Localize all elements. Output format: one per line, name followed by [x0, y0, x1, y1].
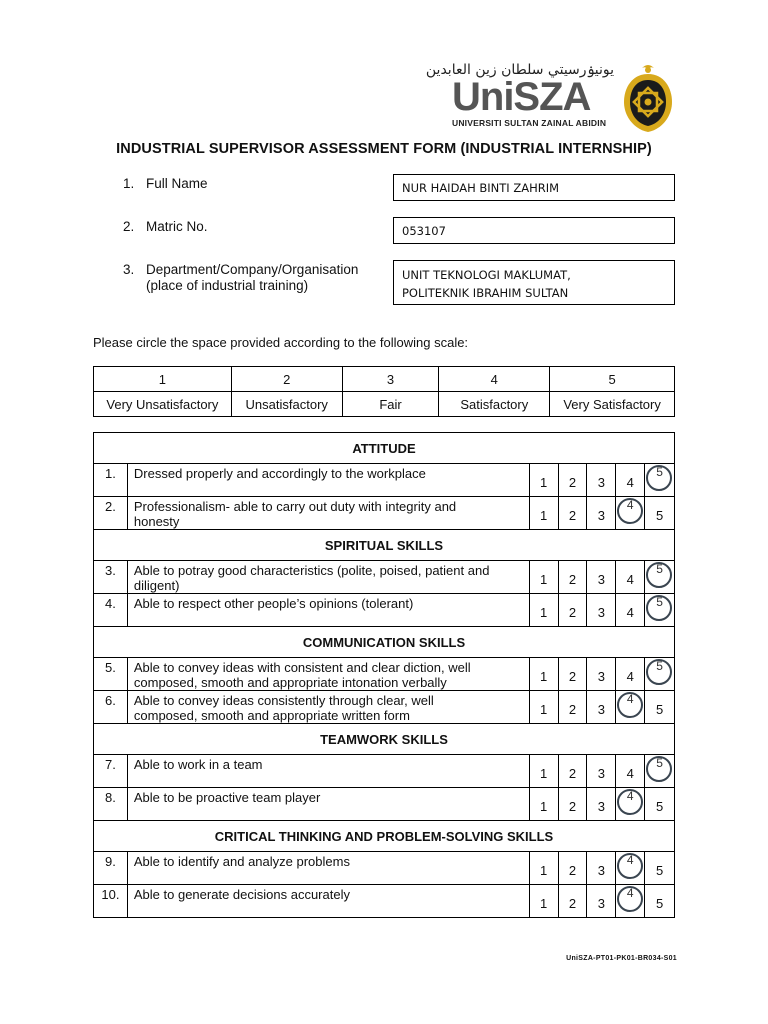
- criterion-line: Able to convey ideas consistently through clear, well: [133, 693, 434, 708]
- score-option[interactable]: [645, 788, 675, 821]
- score-option[interactable]: [558, 497, 587, 530]
- full-name-field: NUR HAIDAH BINTI ZAHRIM: [393, 174, 675, 201]
- scale-instruction: Please circle the space provided according to the following scale:: [93, 335, 469, 350]
- score-option[interactable]: [587, 658, 616, 691]
- score-value: 2: [568, 798, 577, 814]
- criterion-line: Able to potray good characteristics (polite, poised, patient and: [133, 563, 490, 578]
- score-value: 3: [597, 507, 605, 523]
- criterion-row: [94, 691, 675, 724]
- criterion-row: [94, 658, 675, 691]
- criterion-line: Able to respect other people’s opinions (tolerant): [133, 596, 414, 611]
- score-option[interactable]: [616, 561, 645, 594]
- criterion-row: [94, 755, 675, 788]
- department-field: UNIT TEKNOLOGI MAKLUMAT, POLITEKNIK IBRAHIM SULTAN: [393, 260, 675, 305]
- scale-label: Very Satisfactory: [550, 392, 675, 417]
- score-option[interactable]: [645, 497, 675, 530]
- score-value: 1: [540, 474, 548, 490]
- score-option[interactable]: [587, 691, 616, 724]
- score-option[interactable]: [645, 885, 675, 918]
- score-option[interactable]: [587, 464, 616, 497]
- score-option-selected[interactable]: [616, 885, 645, 918]
- criterion-row: [94, 885, 675, 918]
- score-option[interactable]: [587, 594, 616, 627]
- criterion-number: 5.: [94, 658, 128, 691]
- score-value: 5: [656, 659, 663, 673]
- criterion-text: [127, 658, 529, 691]
- section-title: TEAMWORK SKILLS: [94, 724, 675, 755]
- info-num: 1.: [123, 176, 135, 191]
- criterion-line: Able to generate decisions accurately: [133, 887, 350, 902]
- score-option[interactable]: [587, 755, 616, 788]
- score-option[interactable]: [616, 594, 645, 627]
- matric-label: Matric No.: [146, 219, 208, 234]
- scale-number: 1: [94, 367, 232, 392]
- score-option-selected[interactable]: [616, 497, 645, 530]
- criterion-text: [127, 594, 529, 627]
- criterion-line: Able to be proactive team player: [133, 790, 321, 805]
- criterion-number: 2.: [94, 497, 128, 530]
- score-option-selected[interactable]: [645, 658, 675, 691]
- scale-label: Fair: [342, 392, 439, 417]
- score-option[interactable]: [587, 885, 616, 918]
- score-option[interactable]: [616, 464, 645, 497]
- criterion-number: 6.: [94, 691, 128, 724]
- score-value: 4: [626, 668, 634, 684]
- criterion-line: Dressed properly and accordingly to the workplace: [133, 466, 426, 481]
- department-label: Department/Company/Organisation (place of industrial training): [146, 262, 359, 293]
- score-value: 5: [655, 798, 664, 814]
- score-option-selected[interactable]: [616, 788, 645, 821]
- criterion-line: Able to work in a team: [133, 757, 263, 772]
- logo-arabic-text: يونيۏرسيتي سلطان زين العابدين: [425, 62, 614, 78]
- scale-number: 2: [231, 367, 342, 392]
- info-num: 3.: [123, 262, 135, 277]
- score-option[interactable]: [529, 788, 558, 821]
- score-value: 3: [597, 604, 605, 620]
- score-option[interactable]: [587, 497, 616, 530]
- crest-icon: [620, 62, 676, 134]
- score-value: 1: [540, 862, 548, 878]
- criterion-text: [127, 691, 529, 724]
- score-value: 5: [655, 895, 664, 911]
- score-value: 4: [626, 692, 634, 706]
- score-option[interactable]: [558, 755, 587, 788]
- score-value: 4: [626, 571, 634, 587]
- criterion-number: 4.: [94, 594, 128, 627]
- criterion-text: [127, 464, 529, 497]
- score-value: 4: [626, 498, 634, 512]
- score-option[interactable]: [587, 788, 616, 821]
- criterion-row: [94, 852, 675, 885]
- criterion-number: 8.: [94, 788, 128, 821]
- score-value: 3: [597, 701, 605, 717]
- score-option-selected[interactable]: [616, 691, 645, 724]
- score-option[interactable]: [558, 561, 587, 594]
- score-option[interactable]: [587, 852, 616, 885]
- score-value: 2: [568, 862, 577, 878]
- criterion-number: 3.: [94, 561, 128, 594]
- criterion-line: Able to identify and analyze problems: [133, 854, 350, 869]
- criterion-text: [127, 788, 529, 821]
- score-value: 4: [626, 604, 634, 620]
- score-option[interactable]: [558, 658, 587, 691]
- criterion-number: 7.: [94, 755, 128, 788]
- criterion-number: 9.: [94, 852, 128, 885]
- full-name-label: Full Name: [146, 176, 208, 191]
- score-value: 2: [568, 895, 577, 911]
- score-value: 4: [626, 853, 634, 867]
- score-option[interactable]: [529, 885, 558, 918]
- score-option-selected[interactable]: [645, 594, 675, 627]
- criterion-line: diligent): [133, 578, 180, 593]
- document-code: UniSZA-PT01-PK01-BR034-S01: [566, 955, 677, 962]
- criterion-text: [127, 561, 529, 594]
- section-header-row: [94, 724, 675, 755]
- score-value: 2: [568, 668, 577, 684]
- score-value: 3: [597, 798, 605, 814]
- score-value: 5: [656, 595, 663, 609]
- score-option[interactable]: [645, 852, 675, 885]
- criterion-line: Professionalism- able to carry out duty with integrity and: [133, 499, 457, 514]
- score-value: 5: [655, 507, 664, 523]
- score-value: 5: [656, 756, 663, 770]
- logo-subtitle: UNIVERSITI SULTAN ZAINAL ABIDIN: [452, 118, 607, 128]
- score-option[interactable]: [558, 464, 587, 497]
- score-option[interactable]: [558, 788, 587, 821]
- score-value: 4: [626, 765, 634, 781]
- score-option[interactable]: [529, 594, 558, 627]
- score-value: 4: [626, 886, 634, 900]
- score-option[interactable]: [558, 594, 587, 627]
- scale-number: 4: [439, 367, 550, 392]
- score-option-selected[interactable]: [645, 755, 675, 788]
- score-value: 4: [626, 789, 634, 803]
- scale-label: Unsatisfactory: [231, 392, 342, 417]
- section-title: ATTITUDE: [94, 433, 675, 464]
- score-value: 3: [597, 668, 605, 684]
- score-option[interactable]: [558, 691, 587, 724]
- score-option[interactable]: [616, 658, 645, 691]
- score-option[interactable]: [558, 852, 587, 885]
- score-option[interactable]: [529, 658, 558, 691]
- score-value: 3: [597, 474, 605, 490]
- score-option[interactable]: [587, 561, 616, 594]
- section-header-row: [94, 821, 675, 852]
- score-value: 2: [568, 571, 577, 587]
- criterion-row: [94, 561, 675, 594]
- score-option[interactable]: [529, 464, 558, 497]
- score-value: 4: [626, 474, 634, 490]
- score-option[interactable]: [529, 561, 558, 594]
- score-value: 1: [540, 701, 548, 717]
- section-header-row: [94, 530, 675, 561]
- scale-number: 5: [550, 367, 675, 392]
- criterion-number: 10.: [94, 885, 128, 918]
- section-header-row: [94, 433, 675, 464]
- score-value: 1: [540, 765, 548, 781]
- score-value: 3: [597, 765, 605, 781]
- score-option-selected[interactable]: [616, 852, 645, 885]
- criterion-text: [127, 852, 529, 885]
- score-value: 1: [540, 895, 548, 911]
- score-value: 3: [597, 571, 605, 587]
- scale-label-row: [94, 392, 675, 417]
- criterion-text: [127, 497, 529, 530]
- score-option[interactable]: [558, 885, 587, 918]
- score-option-selected[interactable]: [645, 464, 675, 497]
- score-value: 5: [655, 862, 664, 878]
- criterion-text: [127, 885, 529, 918]
- criterion-row: [94, 464, 675, 497]
- matric-field: 053107: [393, 217, 675, 244]
- university-logo: [425, 62, 678, 136]
- score-option[interactable]: [645, 691, 675, 724]
- score-value: 3: [597, 895, 605, 911]
- score-option[interactable]: [529, 691, 558, 724]
- scale-number: 3: [342, 367, 439, 392]
- criterion-row: [94, 594, 675, 627]
- assessment-table: [93, 432, 675, 918]
- scale-label: Very Unsatisfactory: [94, 392, 232, 417]
- score-option[interactable]: [529, 755, 558, 788]
- scale-number-row: [94, 367, 675, 392]
- score-value: 2: [568, 604, 577, 620]
- criterion-row: [94, 788, 675, 821]
- score-value: 1: [540, 798, 548, 814]
- criterion-line: composed, smooth and appropriate intonation verbally: [133, 675, 447, 690]
- score-option[interactable]: [529, 497, 558, 530]
- criterion-line: Able to convey ideas with consistent and clear diction, well: [133, 660, 471, 675]
- score-value: 5: [656, 465, 663, 479]
- score-value: 1: [540, 507, 548, 523]
- criterion-row: [94, 497, 675, 530]
- score-value: 5: [655, 701, 664, 717]
- score-value: 2: [568, 507, 577, 523]
- logo-brand-text: UniSZA: [452, 75, 591, 119]
- score-option[interactable]: [529, 852, 558, 885]
- score-value: 5: [656, 562, 663, 576]
- criterion-text: [127, 755, 529, 788]
- scale-label: Satisfactory: [439, 392, 550, 417]
- score-value: 1: [540, 571, 548, 587]
- section-title: COMMUNICATION SKILLS: [94, 627, 675, 658]
- section-title: CRITICAL THINKING AND PROBLEM-SOLVING SKILLS: [94, 821, 675, 852]
- info-num: 2.: [123, 219, 135, 234]
- score-value: 2: [568, 474, 577, 490]
- score-option-selected[interactable]: [645, 561, 675, 594]
- score-value: 1: [540, 668, 548, 684]
- criterion-line: composed, smooth and appropriate written form: [133, 708, 410, 723]
- form-title: INDUSTRIAL SUPERVISOR ASSESSMENT FORM (INDUSTRIAL INTERNSHIP): [116, 141, 652, 157]
- score-value: 2: [568, 765, 577, 781]
- rating-scale-table: [93, 366, 675, 417]
- section-header-row: [94, 627, 675, 658]
- section-title: SPIRITUAL SKILLS: [94, 530, 675, 561]
- score-option[interactable]: [616, 755, 645, 788]
- score-value: 3: [597, 862, 605, 878]
- criterion-number: 1.: [94, 464, 128, 497]
- criterion-line: honesty: [133, 514, 180, 529]
- score-value: 1: [540, 604, 548, 620]
- score-value: 2: [568, 701, 577, 717]
